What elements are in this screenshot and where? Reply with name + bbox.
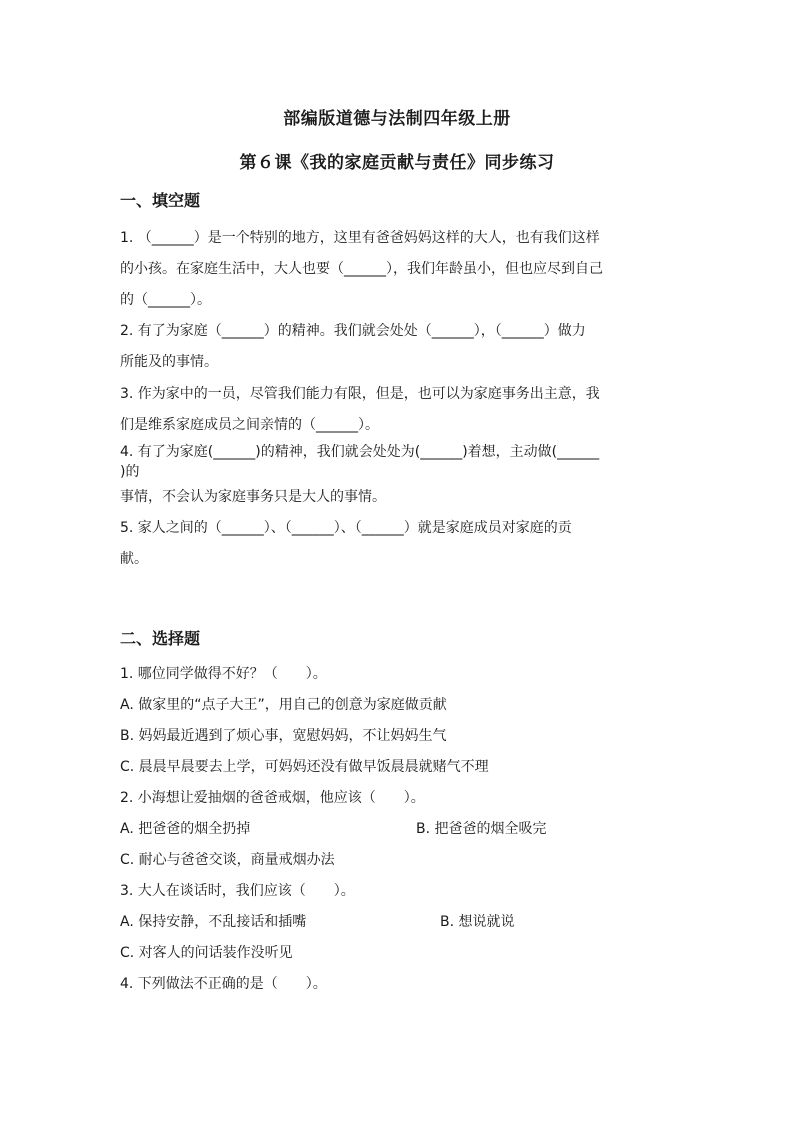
fill-blank-line: 4. 有了为家庭(______)的精神，我们就会处处为(______)着想，主动做(______ <box>120 444 600 460</box>
fill-blank-line: 2. 有了为家庭（______）的精神。我们就会处处（______），（______）做力 <box>120 323 586 339</box>
fill-blank-line: 的小孩。在家庭生活中，大人也要（______），我们年龄虽小，但也应尽到自己 <box>120 261 603 277</box>
question-2: 2. 小海想让爱抽烟的爸爸戒烟，他应该（ ）。 <box>120 790 425 806</box>
question-1-option-a: A. 做家里的“点子大王”，用自己的创意为家庭做贡献 <box>120 697 447 713</box>
lesson-title: 第６课《我的家庭贡献与责任》同步练习 <box>239 153 555 173</box>
fill-blank-line: 5. 家人之间的（______）、（______）、（______）就是家庭成员对家庭的贡 <box>120 520 572 536</box>
fill-blank-line: 事情，不会认为家庭事务只是大人的事情。 <box>120 489 386 505</box>
fill-blank-line: )的 <box>120 464 140 480</box>
fill-blank-line: 献。 <box>120 551 148 567</box>
question-3: 3. 大人在谈话时，我们应该（ ）。 <box>120 883 355 899</box>
question-2-option-b: B. 把爸爸的烟全吸完 <box>416 821 547 837</box>
document-title: 部编版道德与法制四年级上册 <box>283 109 511 129</box>
question-2-option-c: C. 耐心与爸爸交谈，商量戒烟办法 <box>120 852 335 868</box>
fill-blank-line: 们是维系家庭成员之间亲情的（______）。 <box>120 417 379 433</box>
fill-blank-line: 所能及的事情。 <box>120 354 218 370</box>
question-2-option-a: A. 把爸爸的烟全扔掉 <box>120 821 251 837</box>
question-3-option-a: A. 保持安静，不乱接话和插嘴 <box>120 914 307 930</box>
question-1-option-c: C. 晨晨早晨要去上学，可妈妈还没有做早饭晨晨就赌气不理 <box>120 759 489 775</box>
fill-blank-line: 的（______）。 <box>120 292 211 308</box>
fill-blank-heading: 一、填空题 <box>120 191 201 210</box>
question-3-option-c: C. 对客人的问话装作没听见 <box>120 945 293 961</box>
question-4: 4. 下列做法不正确的是（ ）。 <box>120 976 327 992</box>
question-1: 1. 哪位同学做得不好？（ ）。 <box>120 666 327 682</box>
question-3-option-b: B. 想说就说 <box>440 914 515 930</box>
question-1-option-b: B. 妈妈最近遇到了烦心事，宽慰妈妈，不让妈妈生气 <box>120 728 447 744</box>
choice-heading: 二、选择题 <box>120 629 201 648</box>
fill-blank-line: 1. （______）是一个特别的地方，这里有爸爸妈妈这样的大人，也有我们这样 <box>120 230 600 246</box>
fill-blank-line: 3. 作为家中的一员，尽管我们能力有限，但是，也可以为家庭事务出主意，我 <box>120 386 600 402</box>
